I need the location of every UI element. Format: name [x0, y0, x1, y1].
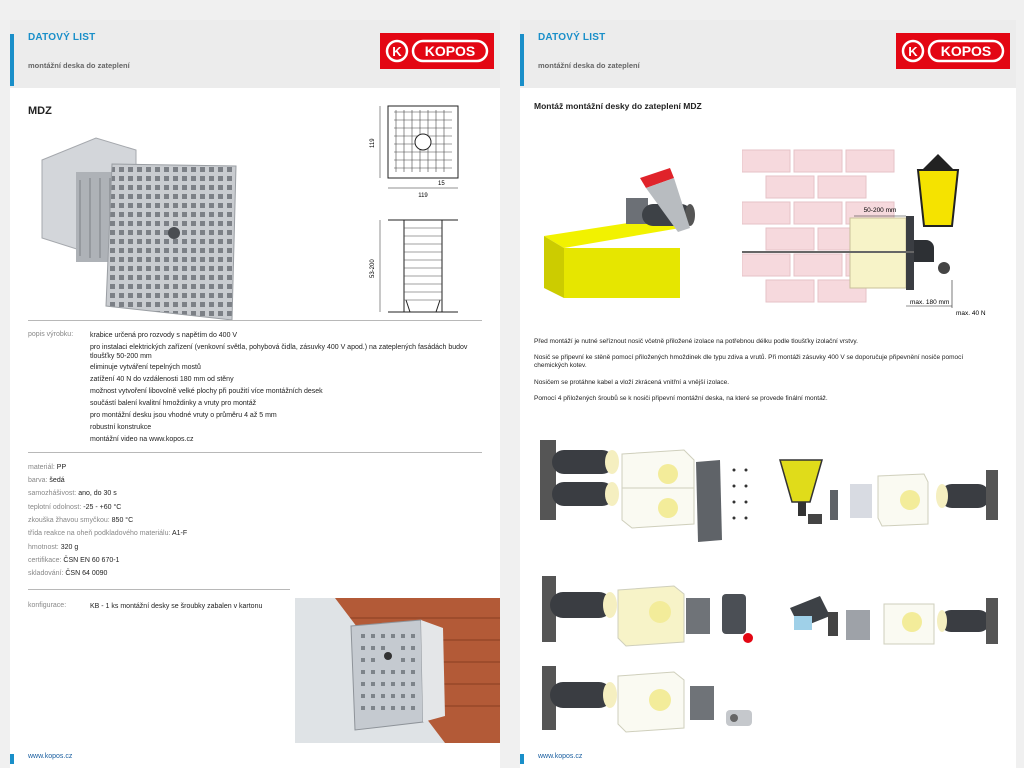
page-header — [520, 20, 1016, 88]
section-title: Montáž montážní desky do zateplení MDZ — [534, 101, 702, 111]
property-value: PP — [56, 464, 67, 471]
property-value: 850 °C — [111, 517, 134, 524]
property-value: A1-F — [172, 530, 188, 537]
property-value: ano, do 30 s — [78, 490, 117, 497]
property-value: ČSN EN 60 670-1 — [63, 557, 120, 564]
instruction-paragraph: Nosič se připevní ke stěně pomocí přiložených hmoždinek dle typu zdiva a vrutů. Při montáži zásuvky 400 V se doporučuje připevnění nosiče pomocí chemických kotev. — [534, 354, 964, 369]
technical-drawing — [362, 100, 472, 330]
property-row — [28, 570, 107, 577]
product-code: MDZ — [28, 105, 52, 117]
cutting-illustration — [540, 148, 700, 298]
property-row — [28, 544, 78, 551]
feature-item: možnost vytvoření libovolně velké plochy při použití více montážních desek — [90, 388, 323, 395]
assembly-floodlight-illustration — [774, 580, 1004, 650]
instruction-paragraph: Před montáží je nutné seříznout nosič včetně přiložené izolace na potřebnou délku podle tloušťky izolační vrstvy. — [534, 338, 858, 345]
dim-load: max. 40 N — [956, 310, 986, 317]
description-label: popis výrobku: — [28, 331, 74, 338]
property-row — [28, 490, 117, 497]
configuration-value: KB - 1 ks montážní desky se šroubky zabalen v kartonu — [90, 603, 263, 610]
feature-item: pro instalaci elektrických zařízení (venkovní světla, pohybová čidla, zásuvky 400 V apod.) na zateplených fasádách budov tloušťky 50-200 mm — [90, 344, 468, 360]
divider — [28, 589, 290, 590]
feature-item: montážní video na www.kopos.cz — [90, 436, 194, 443]
property-label: třída reakce na oheň podkladového materiálu: — [28, 530, 171, 537]
logo-letter: K — [392, 44, 402, 59]
property-label: teplotní odolnost: — [28, 504, 82, 511]
property-row — [28, 557, 119, 564]
doc-title: DATOVÝ LIST — [28, 32, 96, 43]
logo-letter: K — [908, 44, 918, 59]
property-value: -25 - +60 °C — [83, 504, 122, 511]
logo-text: KOPOS — [940, 43, 992, 59]
dim-range: 53-200 — [370, 259, 376, 278]
property-row — [28, 530, 187, 537]
feature-item: pro montážní desku jsou vhodné vruty o průměru 4 až 5 mm — [90, 412, 277, 419]
footer-website-link[interactable]: www.kopos.cz — [28, 753, 73, 760]
accent-bar — [10, 34, 14, 86]
property-row — [28, 464, 66, 471]
property-value: šedá — [49, 477, 65, 484]
feature-item: součástí balení kvalitní hmoždinky a vruty pro montáž — [90, 400, 257, 407]
product-image — [36, 120, 246, 320]
instruction-paragraph: Pomocí 4 přiložených šroubů se k nosiči připevní montážní deska, na které se provede finální montáž. — [534, 395, 828, 402]
installation-diagram — [742, 140, 992, 320]
instruction-paragraph: Nosičem se protáhne kabel a vloží zkrácená vnitřní a vnější izolace. — [534, 379, 730, 386]
footer-accent — [520, 754, 524, 764]
feature-item: robustní konstrukce — [90, 424, 152, 431]
dim-reach: max. 180 mm — [910, 299, 950, 306]
property-label: samozhášivost: — [28, 490, 77, 497]
feature-item: zatížení 40 N do vzdálenosti 180 mm od stěny — [90, 376, 234, 383]
assembly-socket-illustration — [534, 568, 764, 652]
doc-subtitle: montážní deska do zateplení — [28, 61, 130, 70]
datasheet-page-right — [520, 20, 1016, 768]
installation-photo — [295, 598, 500, 743]
property-value: 320 g — [60, 544, 79, 551]
datasheet-page-left — [10, 20, 500, 768]
kopos-logo — [896, 33, 1010, 69]
dim-height: 119 — [370, 138, 376, 148]
divider — [28, 452, 482, 453]
doc-title: DATOVÝ LIST — [538, 32, 606, 43]
accent-bar — [520, 34, 524, 86]
assembly-sensor-illustration — [534, 656, 764, 740]
dim-small: 15 — [438, 181, 445, 187]
property-row — [28, 504, 121, 511]
property-label: materiál: — [28, 464, 55, 471]
property-row — [28, 477, 65, 484]
assembly-double-illustration — [534, 430, 764, 550]
property-value: ČSN 64 0090 — [65, 570, 108, 577]
page-header — [10, 20, 500, 88]
footer-website-link[interactable]: www.kopos.cz — [538, 753, 583, 760]
dim-width: 119 — [418, 193, 428, 199]
logo-text: KOPOS — [424, 43, 476, 59]
property-label: zkouška žhavou smyčkou: — [28, 517, 110, 524]
property-row — [28, 517, 133, 524]
divider — [28, 320, 482, 321]
footer-accent — [10, 754, 14, 764]
feature-item: krabice určená pro rozvody s napětím do 400 V — [90, 332, 238, 339]
property-label: certifikace: — [28, 557, 62, 564]
doc-subtitle: montážní deska do zateplení — [538, 61, 640, 70]
property-label: hmotnost: — [28, 544, 59, 551]
kopos-logo — [380, 33, 494, 69]
assembly-lamp-illustration — [774, 440, 1004, 540]
dim-depth: 50-200 mm — [863, 207, 897, 214]
property-label: barva: — [28, 477, 48, 484]
configuration-label: konfigurace: — [28, 602, 67, 609]
feature-item: eliminuje vytváření tepelných mostů — [90, 364, 201, 371]
property-label: skladování: — [28, 570, 64, 577]
